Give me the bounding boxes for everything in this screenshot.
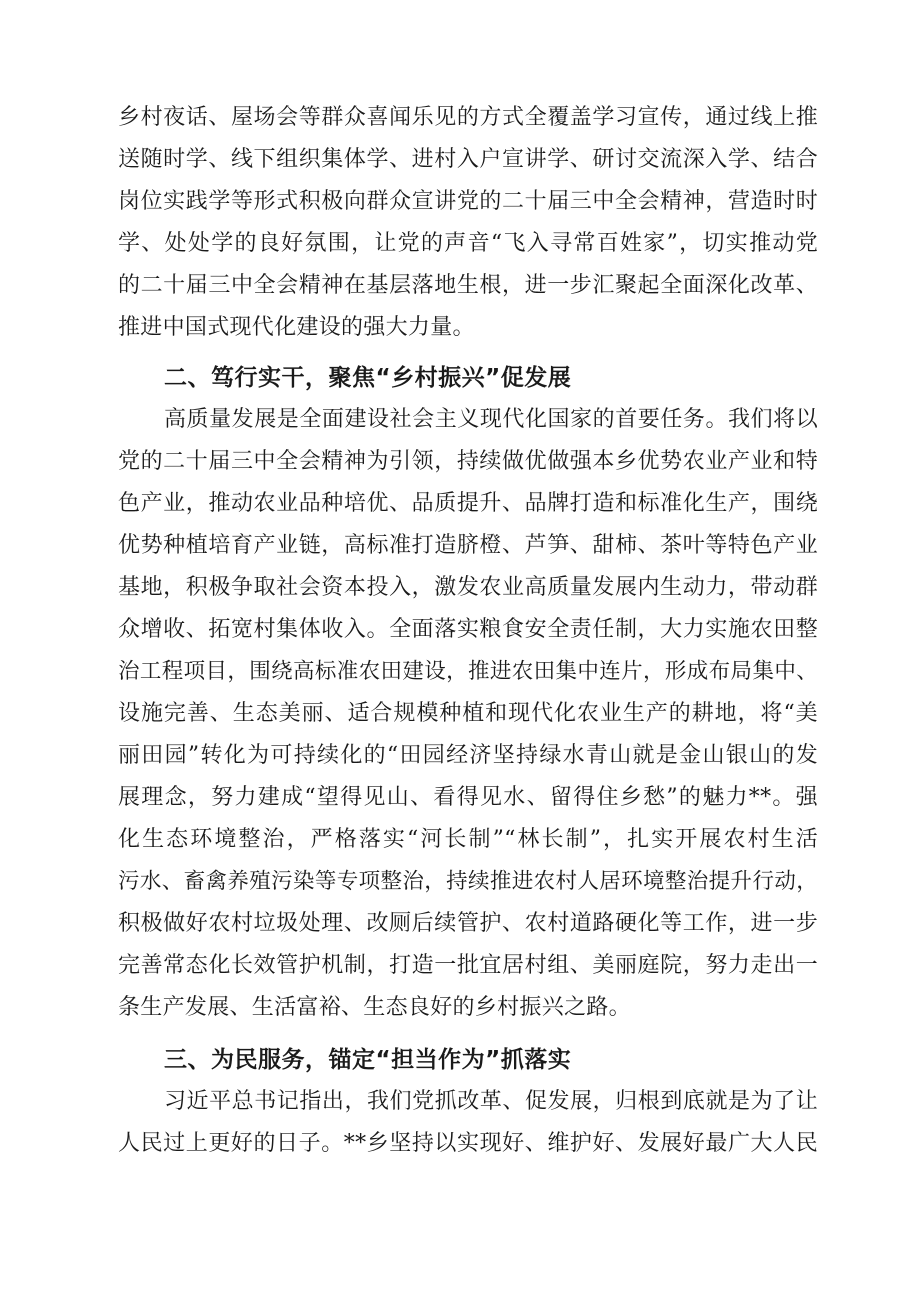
paragraph-2-line-3: 色产业，推动农业品种培优、品质提升、品牌打造和标准化生产，围绕 [118, 491, 818, 516]
section-heading-2: 二、笃行实干，聚焦“乡村振兴”促发展 [164, 365, 572, 391]
paragraph-2-line-14: 完善常态化长效管护机制，打造一批宜居村组、美丽庭院，努力走出一 [118, 953, 818, 978]
paragraph-1-line-6: 推进中国式现代化建设的强大力量。 [118, 315, 475, 340]
paragraph-2-line-13: 积极做好农村垃圾处理、改厕后续管护、农村道路硬化等工作，进一步 [118, 911, 818, 936]
paragraph-1-line-4: 学、处处学的良好氛围，让党的声音“飞入寻常百姓家”，切实推动党 [118, 231, 818, 256]
paragraph-1-line-5: 的二十届三中全会精神在基层落地生根，进一步汇聚起全面深化改革、 [118, 273, 818, 298]
paragraph-2-line-6: 众增收、拓宽村集体收入。全面落实粮食安全责任制，大力实施农田整 [118, 617, 818, 642]
paragraph-1-line-2: 送随时学、线下组织集体学、进村入户宣讲学、研讨交流深入学、结合 [118, 147, 818, 172]
paragraph-3-line-1: 习近平总书记指出，我们党抓改革、促发展，归根到底就是为了让 [164, 1089, 818, 1114]
paragraph-1-line-1: 乡村夜话、屋场会等群众喜闻乐见的方式全覆盖学习宣传，通过线上推 [118, 105, 818, 130]
paragraph-2-line-2: 党的二十届三中全会精神为引领，持续做优做强本乡优势农业产业和特 [118, 449, 818, 474]
paragraph-2-line-10: 展理念，努力建成“望得见山、看得见水、留得住乡愁”的魅力**。强 [118, 785, 818, 810]
paragraph-2-line-1: 高质量发展是全面建设社会主义现代化国家的首要任务。我们将以 [164, 407, 818, 432]
paragraph-2-line-7: 治工程项目，围绕高标准农田建设，推进农田集中连片，形成布局集中、 [118, 659, 818, 684]
paragraph-2-line-5: 基地，积极争取社会资本投入，激发农业高质量发展内生动力，带动群 [118, 575, 818, 600]
paragraph-2-line-8: 设施完善、生态美丽、适合规模种植和现代化农业生产的耕地，将“美 [118, 701, 818, 726]
paragraph-2-line-9: 丽田园”转化为可持续化的“田园经济坚持绿水青山就是金山银山的发 [118, 743, 818, 768]
section-heading-3: 三、为民服务，锚定“担当作为”抓落实 [164, 1047, 572, 1073]
paragraph-2-line-4: 优势种植培育产业链，高标准打造脐橙、芦笋、甜柿、茶叶等特色产业 [118, 533, 818, 558]
paragraph-2-line-15: 条生产发展、生活富裕、生态良好的乡村振兴之路。 [118, 995, 631, 1020]
paragraph-2-line-11: 化生态环境整治，严格落实“河长制”“林长制”，扎实开展农村生活 [118, 827, 818, 852]
paragraph-3-line-2: 人民过上更好的日子。**乡坚持以实现好、维护好、发展好最广大人民 [118, 1131, 818, 1156]
paragraph-1-line-3: 岗位实践学等形式积极向群众宣讲党的二十届三中全会精神，营造时时 [118, 189, 818, 214]
paragraph-2-line-12: 污水、畜禽养殖污染等专项整治，持续推进农村人居环境整治提升行动， [118, 869, 818, 894]
